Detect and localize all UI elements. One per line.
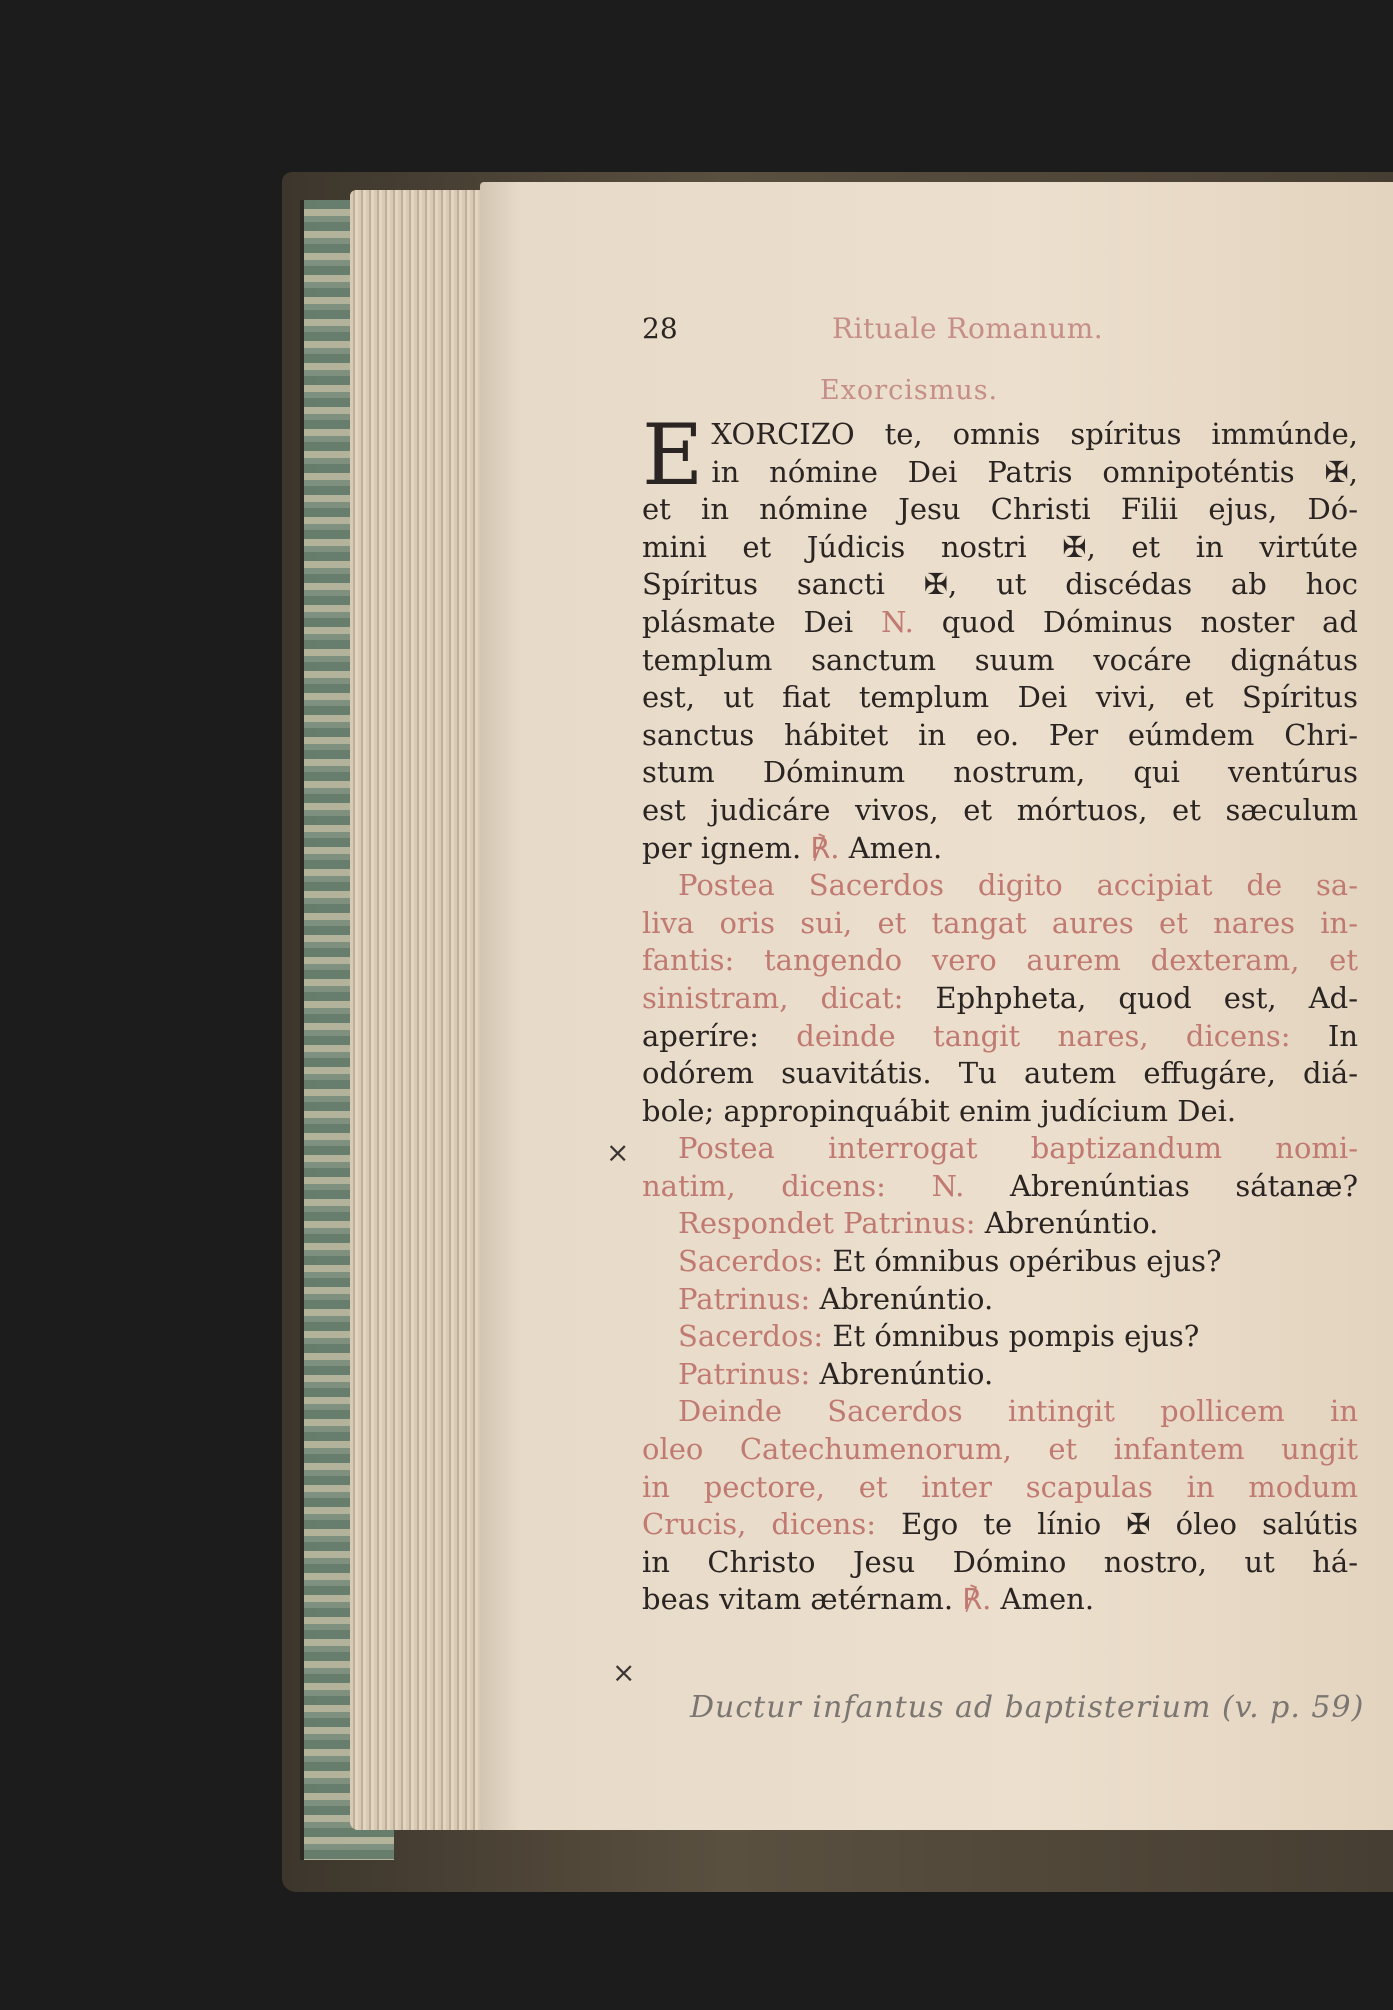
text-line bbox=[642, 1168, 1358, 1206]
rubric-text: Patrinus: bbox=[678, 1281, 820, 1316]
black-text: plásmate Dei bbox=[642, 604, 882, 639]
rubric-text: liva oris sui, et tangat aures et nares in- bbox=[642, 905, 1358, 940]
text-line bbox=[642, 1431, 1358, 1469]
black-text: Ego te línio ✠ óleo salútis bbox=[901, 1507, 1359, 1542]
text-line bbox=[642, 416, 1358, 454]
black-text: aperíre: bbox=[642, 1018, 797, 1053]
section-title: Exorcismus. bbox=[820, 375, 999, 406]
handwritten-note: Ductur infantus ad baptisterium (v. p. 59) bbox=[690, 1690, 1365, 1725]
black-text: bole; appropinquábit enim judícium Dei. bbox=[642, 1093, 1237, 1128]
black-text: est, ut fiat templum Dei vivi, et Spíritus bbox=[642, 680, 1358, 715]
page-stack bbox=[350, 190, 500, 1830]
text-line bbox=[642, 1243, 1358, 1281]
page-number: 28 bbox=[642, 312, 678, 345]
text-line bbox=[642, 679, 1358, 717]
black-text: odórem suavitátis. Tu autem effugáre, diá- bbox=[642, 1056, 1358, 1091]
text-line bbox=[642, 1055, 1358, 1093]
text-line bbox=[642, 1093, 1358, 1131]
rubric-text: Crucis, dicens: bbox=[642, 1507, 902, 1542]
black-text: XORCIZO te, omnis spíritus immúnde, bbox=[711, 417, 1358, 451]
black-text: Et ómnibus opéribus ejus? bbox=[832, 1244, 1222, 1279]
margin-mark: × bbox=[612, 1656, 636, 1689]
text-line bbox=[642, 604, 1358, 642]
text-line bbox=[642, 717, 1358, 755]
rubric-text: N. bbox=[881, 604, 914, 639]
text-line bbox=[642, 867, 1358, 905]
text-line bbox=[642, 1356, 1358, 1394]
text-line bbox=[642, 830, 1358, 868]
black-text: sanctus hábitet in eo. Per eúmdem Chri- bbox=[642, 717, 1358, 752]
running-title: Rituale Romanum. bbox=[832, 312, 1104, 345]
rubric-text: in pectore, et inter scapulas in modum bbox=[642, 1469, 1358, 1504]
rubric-text: ℟. bbox=[962, 1582, 992, 1617]
text-line bbox=[642, 642, 1358, 680]
rubric-text: ℟. bbox=[810, 830, 840, 865]
black-text: Abrenúntio. bbox=[819, 1356, 994, 1391]
black-text: per ignem. bbox=[642, 830, 811, 865]
black-text: quod Dóminus noster ad bbox=[913, 604, 1358, 639]
text-line bbox=[642, 1506, 1358, 1544]
text-line bbox=[642, 942, 1358, 980]
text-line bbox=[642, 566, 1358, 604]
rubric-text: fantis: tangendo vero aurem dexteram, et bbox=[642, 943, 1358, 978]
rubric-text: Patrinus: bbox=[678, 1356, 820, 1391]
text-line bbox=[642, 1393, 1358, 1431]
rubric-text: Postea interrogat baptizandum nomi- bbox=[678, 1131, 1358, 1166]
text-line bbox=[642, 491, 1358, 529]
rubric-text: Respondet Patrinus: bbox=[678, 1206, 985, 1241]
text-line bbox=[642, 1469, 1358, 1507]
black-text: Amen. bbox=[991, 1582, 1095, 1617]
rubric-text: oleo Catechumenorum, et infantem ungit bbox=[642, 1432, 1358, 1467]
black-text: beas vitam ætérnam. bbox=[642, 1582, 963, 1617]
black-text: in nómine Dei Patris omnipoténtis ✠, bbox=[711, 454, 1358, 489]
text-line bbox=[642, 1581, 1358, 1619]
text-line bbox=[642, 1281, 1358, 1319]
text-line bbox=[642, 1544, 1358, 1582]
black-text: Abrenúntio. bbox=[819, 1281, 994, 1316]
black-text: Et ómnibus pompis ejus? bbox=[832, 1319, 1200, 1354]
text-line bbox=[642, 1130, 1358, 1168]
text-line bbox=[642, 1205, 1358, 1243]
rubric-text: Sacerdos: bbox=[678, 1319, 833, 1354]
black-text: mini et Júdicis nostri ✠, et in virtúte bbox=[642, 529, 1358, 564]
rubric-text: natim, dicens: N. bbox=[642, 1168, 1011, 1203]
margin-mark: × bbox=[606, 1136, 630, 1169]
rubric-text: deinde tangit nares, dicens: bbox=[796, 1018, 1328, 1053]
black-text: templum sanctum suum vocáre dignátus bbox=[642, 642, 1358, 677]
body-text bbox=[642, 406, 1359, 1619]
black-text: Amen. bbox=[839, 830, 943, 865]
text-line bbox=[642, 1018, 1358, 1056]
text-line bbox=[642, 980, 1358, 1018]
text-line bbox=[642, 905, 1358, 943]
rubric-text: Postea Sacerdos digito accipiat de sa- bbox=[678, 868, 1358, 903]
page-header bbox=[642, 312, 1358, 352]
black-text: in Christo Jesu Dómino nostro, ut há- bbox=[642, 1544, 1358, 1579]
black-text: Abrenúntio. bbox=[984, 1206, 1159, 1241]
black-text: et in nómine Jesu Christi Filii ejus, Dó- bbox=[642, 492, 1358, 527]
black-text: Spíritus sancti ✠, ut discédas ab hoc bbox=[642, 567, 1358, 602]
text-line bbox=[642, 529, 1358, 567]
black-text: In bbox=[1327, 1018, 1358, 1053]
rubric-text: sinistram, dicat: bbox=[642, 980, 936, 1015]
text-line bbox=[642, 1318, 1358, 1356]
black-text: Ephpheta, quod est, Ad- bbox=[935, 980, 1358, 1015]
text-line bbox=[642, 754, 1358, 792]
black-text: est judicáre vivos, et mórtuos, et sæculum bbox=[642, 792, 1358, 827]
black-text: Abrenúntias sátanæ? bbox=[1010, 1168, 1358, 1203]
text-line bbox=[642, 792, 1358, 830]
black-text: stum Dóminum nostrum, qui ventúrus bbox=[642, 755, 1358, 790]
text-line bbox=[642, 454, 1358, 492]
drop-cap: E bbox=[642, 406, 704, 504]
rubric-text: Deinde Sacerdos intingit pollicem in bbox=[678, 1394, 1358, 1429]
rubric-text: Sacerdos: bbox=[678, 1244, 833, 1279]
